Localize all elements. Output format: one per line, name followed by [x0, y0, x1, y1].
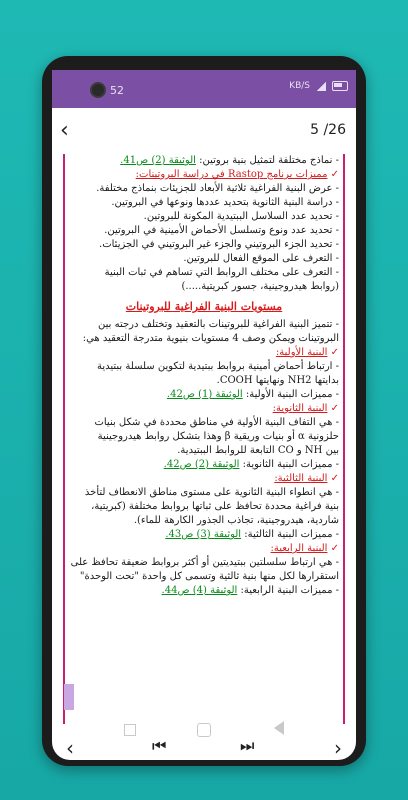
doc-text: - عرض البنية الفراغية ثلاثية الأبعاد للجزيئات بنماذج مختلفة. [96, 183, 339, 194]
recents-icon[interactable] [124, 724, 136, 736]
doc-text: (روابط هيدروجينية، جسور كبريتية.....) [181, 281, 339, 292]
back-button[interactable]: ‹ [60, 118, 69, 143]
doc-heading: مميزات برنامج Rastop في دراسة البروتينات: [135, 169, 328, 180]
doc-reference-link[interactable]: الوثيقة (4) ص44. [161, 585, 238, 596]
network-speed: KB/S [289, 81, 310, 91]
check-mark-icon: ✓ [327, 473, 339, 484]
doc-line [69, 168, 339, 182]
doc-text: بنية فراغية محددة تحافظ على ثباتها بروابط مختلفة (كبريتية، [91, 501, 339, 512]
doc-text: استقرارها لكل منها بنية ثالثية وتسمى كل واحدة "تحت الوحدة" [79, 571, 339, 582]
document-page[interactable] [63, 154, 345, 724]
doc-line [69, 280, 339, 294]
current-page: 5 [310, 122, 320, 138]
page-indicator [310, 122, 346, 138]
doc-line [69, 514, 339, 528]
doc-text: - تتميز البنية الفراغية للبروتينات بالتعقيد وتختلف درجته بين [97, 319, 339, 330]
doc-text: - التعرف على الموقع الفعال للبروتين. [183, 253, 339, 264]
doc-line [69, 210, 339, 224]
doc-line [69, 182, 339, 196]
page-corner-marker [64, 684, 74, 710]
doc-line [69, 444, 339, 458]
doc-text: - مميزات البنية الرابعية: [237, 585, 339, 596]
doc-text: - مميزات البنية الأولية: [242, 389, 339, 400]
status-left [90, 82, 124, 98]
doc-text: - هي ارتباط سلسلتين ببتيديتين أو أكثر بروابط ضعيفة تحافظ على [70, 557, 339, 568]
doc-heading: البنية الثالثية: [274, 473, 328, 484]
battery-icon [332, 81, 348, 91]
doc-text: حلزونية α أو بنيات وريقية β وهذا بتشكل روابط هيدروجينية [97, 431, 339, 442]
doc-line [69, 238, 339, 252]
doc-line [69, 528, 339, 542]
doc-line [69, 252, 339, 266]
doc-line [69, 472, 339, 486]
doc-line [69, 318, 339, 332]
doc-line [69, 458, 339, 472]
doc-line [69, 402, 339, 416]
doc-text: بدايتها NH2 ونهايتها COOH. [216, 375, 339, 386]
doc-line [69, 360, 339, 374]
check-mark-icon: ✓ [327, 403, 339, 414]
status-time: 52 [110, 83, 124, 97]
doc-text: - تحديد الجزء البروتيني والجزء غير البروتيني في الجزيئات. [99, 239, 339, 250]
reader-toolbar [52, 108, 356, 154]
doc-text: - تحديد عدد السلاسل الببتيدية المكونة للبروتين. [143, 211, 339, 222]
doc-line [69, 266, 339, 280]
doc-reference-link[interactable]: الوثيقة (2) ص42. [163, 459, 240, 470]
doc-text: - مميزات البنية الثالثية: [241, 529, 339, 540]
doc-line [69, 542, 339, 556]
first-page-button[interactable]: ⏮ [152, 736, 167, 755]
last-page-button[interactable]: ⏭ [240, 736, 255, 755]
doc-text: - دراسة البنية الثانوية بتحديد عددها ونوعها في البروتين. [111, 197, 339, 208]
doc-line [69, 224, 339, 238]
doc-heading: البنية الأولية: [275, 347, 328, 358]
doc-line [69, 556, 339, 570]
doc-text: البروتينات ويمكن وصف 4 مستويات بنيوية متدرجة التعقيد هي: [82, 333, 339, 344]
check-mark-icon: ✓ [327, 543, 339, 554]
doc-reference-link[interactable]: الوثيقة (2) ص41. [120, 155, 196, 166]
back-triangle-icon[interactable] [274, 721, 284, 735]
doc-line [69, 486, 339, 500]
doc-line [69, 388, 339, 402]
section-title: مستويات البنية الفراغية للبروتينات [125, 300, 283, 313]
doc-line [69, 570, 339, 584]
doc-text: - تحديد عدد ونوع وتسلسل الأحماض الأمينية في البروتين. [104, 225, 339, 236]
doc-text: - مميزات البنية الثانوية: [239, 459, 339, 470]
doc-text: - هي التفاف البنية الأولية في مناطق محددة في شكل بنيات [94, 417, 339, 428]
signal-icon [316, 82, 326, 91]
doc-text: بين NH و CO التابعة للروابط الببتيدية. [177, 445, 339, 456]
home-icon[interactable] [197, 723, 211, 737]
doc-line [69, 154, 339, 168]
total-pages: /26 [323, 122, 346, 138]
doc-line [69, 416, 339, 430]
doc-line [69, 332, 339, 346]
prev-page-button[interactable]: ‹ [66, 736, 74, 760]
doc-text: - نماذج مختلفة لتمثيل بنية بروتين: [195, 155, 339, 166]
doc-reference-link[interactable]: الوثيقة (3) ص43. [165, 529, 242, 540]
camera-icon [90, 82, 106, 98]
doc-line [69, 500, 339, 514]
doc-text: شاردية، هيدروجينية، تجاذب الجذور الكارهة للماء). [133, 515, 339, 526]
doc-heading: البنية الثانوية: [272, 403, 328, 414]
system-nav-bar [52, 716, 356, 760]
doc-heading: البنية الرابعية: [270, 543, 328, 554]
doc-line [69, 196, 339, 210]
next-page-button[interactable]: › [334, 736, 342, 760]
doc-reference-link[interactable]: الوثيقة (1) ص42. [166, 389, 243, 400]
doc-text: - هي انطواء البنية الثانوية على مستوى مناطق الانعطاف لتأخذ [84, 487, 339, 498]
check-mark-icon: ✓ [327, 169, 339, 180]
doc-line [69, 374, 339, 388]
doc-line [69, 346, 339, 360]
app-screen [52, 70, 356, 760]
check-mark-icon: ✓ [327, 347, 339, 358]
status-bar [52, 70, 356, 108]
status-right [289, 81, 348, 91]
doc-text: - ارتباط أحماض أمينية بروابط ببتيدية لتكوين سلسلة ببتيدية [96, 361, 339, 372]
doc-line [69, 430, 339, 444]
doc-text: - التعرف على مختلف الروابط التي تساهم في ثبات البنية [104, 267, 339, 278]
doc-line [69, 584, 339, 598]
